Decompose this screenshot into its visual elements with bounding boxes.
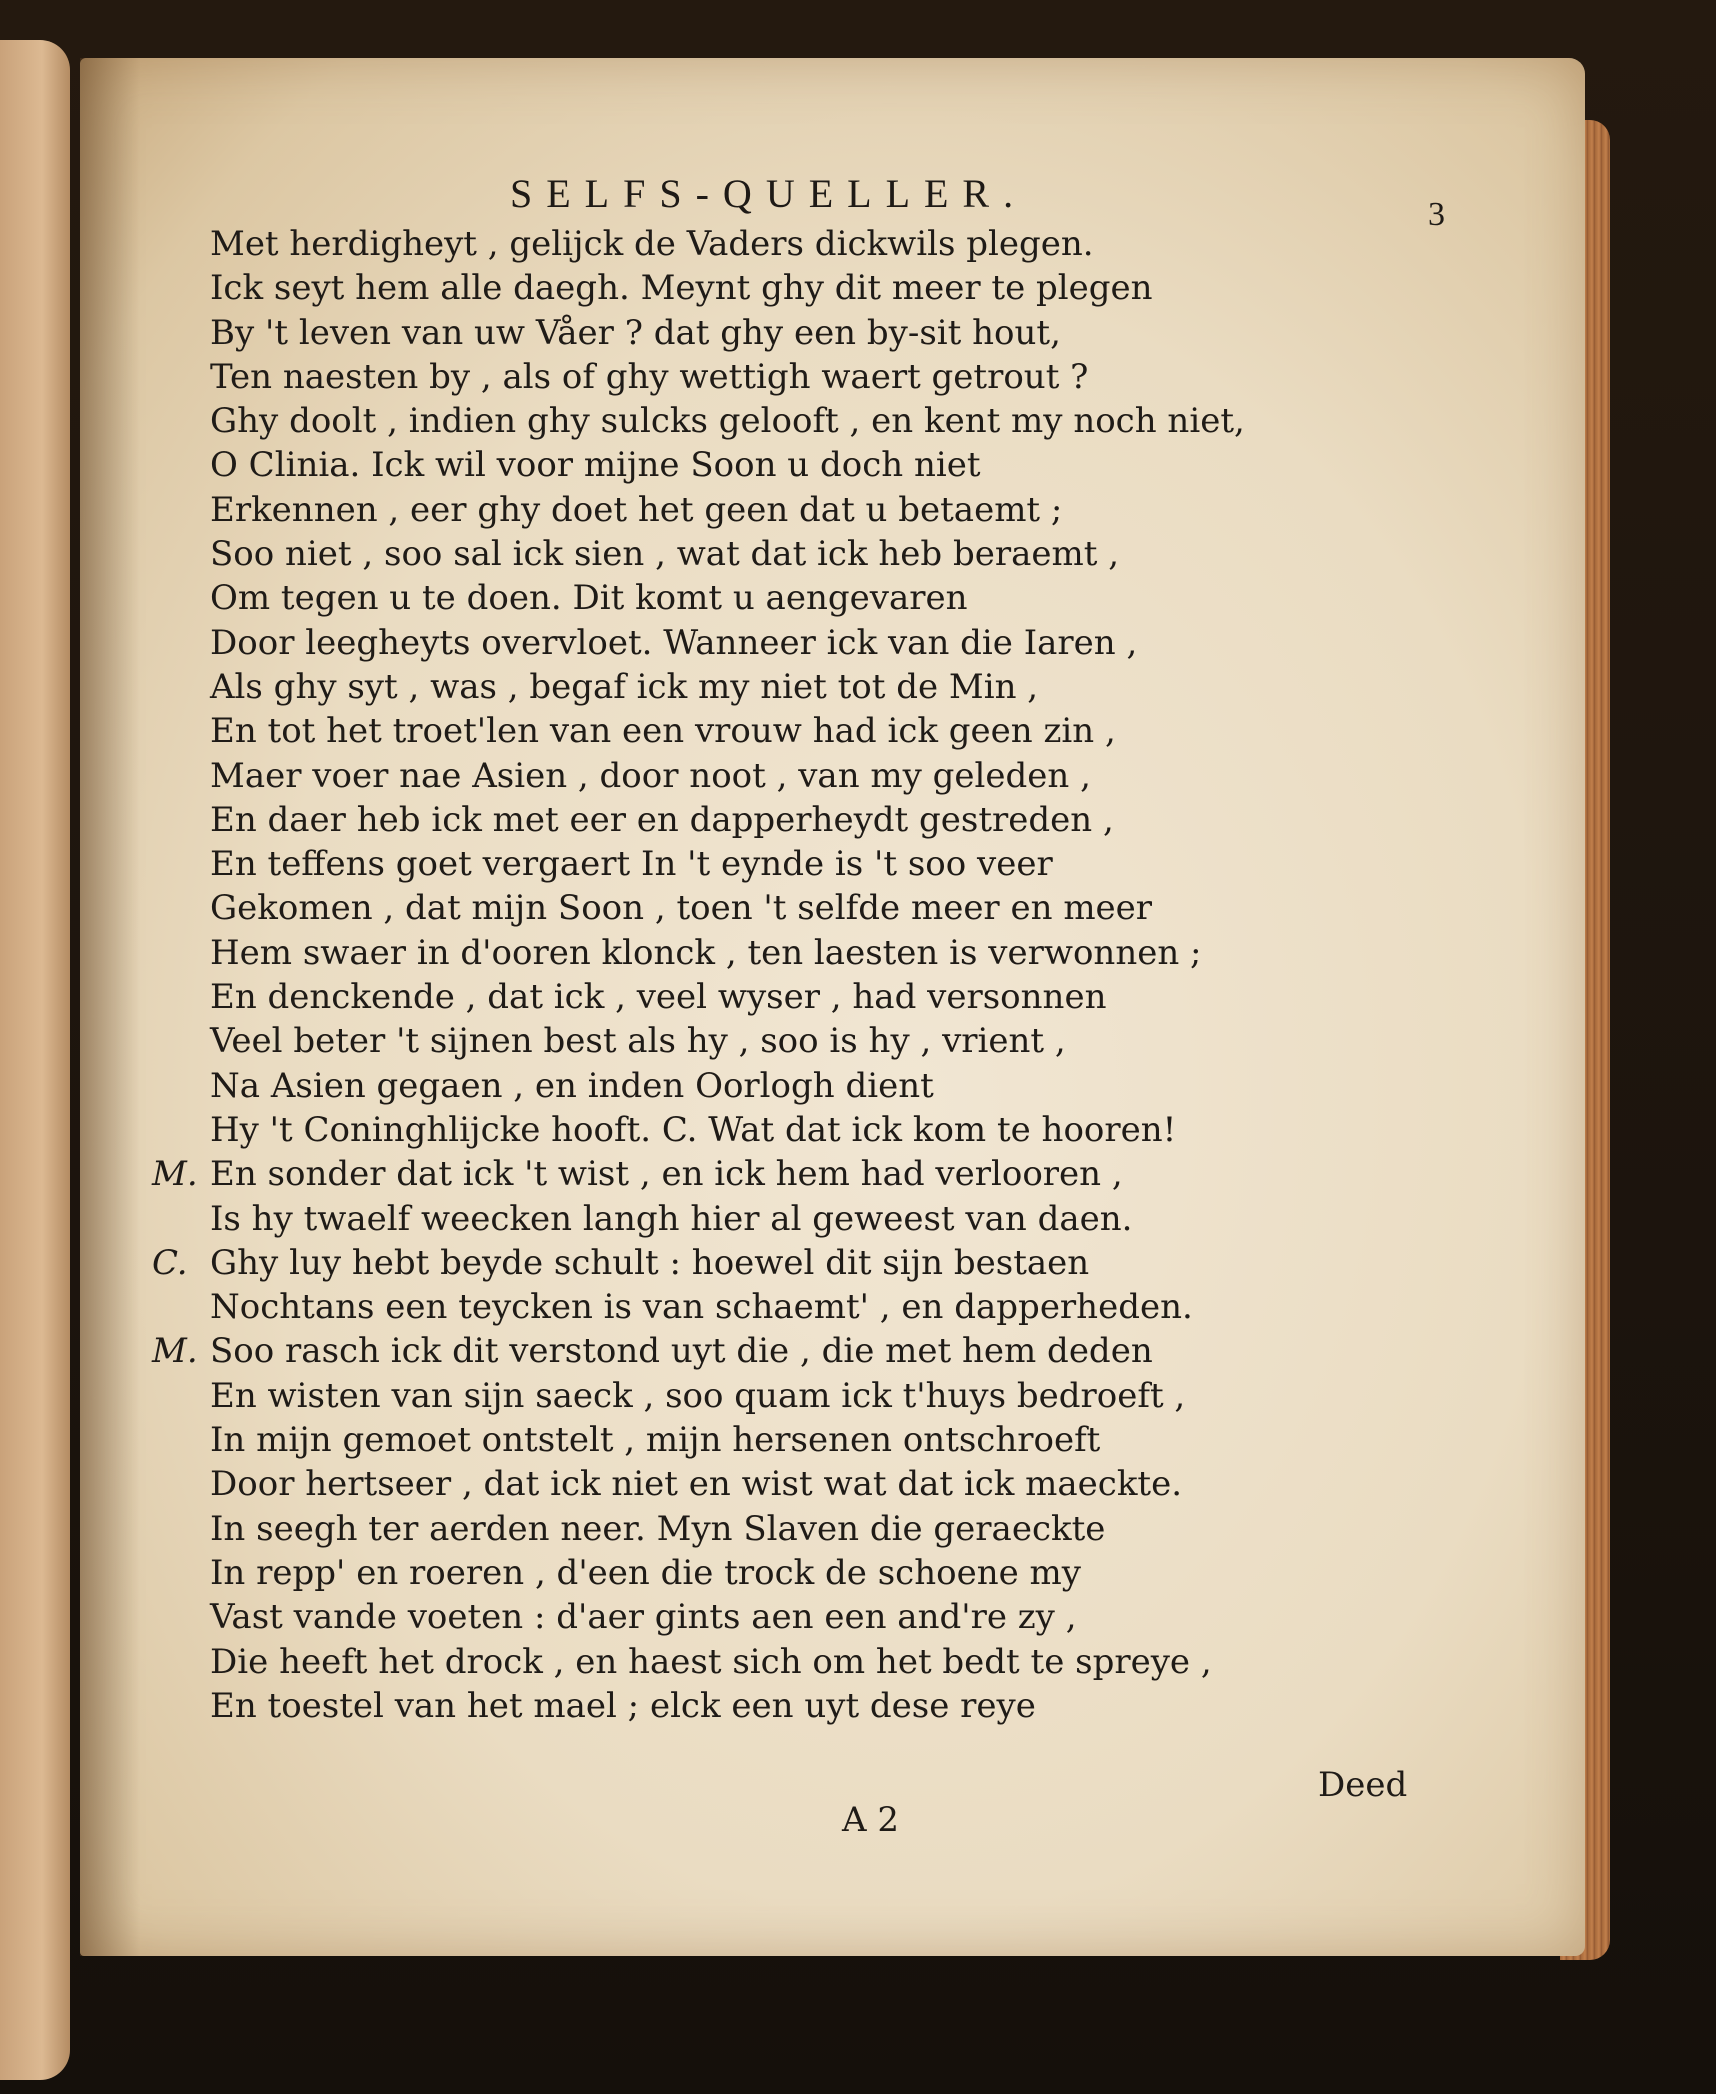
- verse-line-text: Als ghy syt , was , begaf ick my niet tot de Min ,: [210, 666, 1039, 707]
- verse-line-text: Ghy luy hebt beyde schult : hoewel dit sijn bestaen: [210, 1242, 1090, 1283]
- verse-line: [210, 975, 1410, 1019]
- verse-line: [210, 842, 1410, 886]
- speaker-label: M.: [152, 1154, 198, 1195]
- verse-line-text: Hy 't Coninghlijcke hooft. C. Wat dat ick kom te hooren!: [210, 1109, 1177, 1150]
- verse-line: [210, 576, 1410, 620]
- verse-line: [210, 311, 1410, 355]
- verse-line-text: Maer voer nae Asien , door noot , van my geleden ,: [210, 755, 1091, 796]
- verse-line-text: En toestel van het mael ; elck een uyt dese reye: [210, 1685, 1036, 1726]
- verse-line: [210, 754, 1410, 798]
- printer-signature: A 2: [842, 1800, 899, 1840]
- verse-line: [210, 266, 1410, 310]
- verse-line: [210, 488, 1410, 532]
- verse-line: [210, 665, 1410, 709]
- verse-line: [210, 931, 1410, 975]
- verse-line-text: Gekomen , dat mijn Soon , toen 't selfde meer en meer: [210, 888, 1153, 929]
- verse-line-text: Om tegen u te doen. Dit komt u aengevaren: [210, 578, 968, 619]
- verse-line-text: En denckende , dat ick , veel wyser , had versonnen: [210, 977, 1107, 1018]
- gutter-shadow: [80, 58, 140, 1956]
- verse-line: [210, 1064, 1410, 1108]
- running-head: SELFS-QUELLER.: [510, 171, 1028, 216]
- verse-line-text: Veel beter 't sijnen best als hy , soo is hy , vrient ,: [210, 1021, 1066, 1062]
- verse-line-text: In seegh ter aerden neer. Myn Slaven die geraeckte: [210, 1508, 1106, 1549]
- verse-line-text: Met herdigheyt , gelijck de Vaders dickwils plegen.: [210, 224, 1094, 264]
- verse-line: [210, 222, 1410, 266]
- verse-line: [210, 399, 1410, 443]
- verse-line-text: En wisten van sijn saeck , soo quam ick t'huys bedroeft ,: [210, 1375, 1186, 1416]
- speaker-label: C.: [152, 1242, 188, 1283]
- verse-line-text: Door hertseer , dat ick niet en wist wat dat ick maeckte.: [210, 1464, 1183, 1505]
- verse-line-text: Hem swaer in d'ooren klonck , ten laesten is verwonnen ;: [210, 932, 1202, 973]
- verse-line-text: Door leegheyts overvloet. Wanneer ick van die Iaren ,: [210, 622, 1138, 663]
- verse-text-block: [152, 222, 1410, 1728]
- verse-line-text: In repp' en roeren , d'een die trock de schoene my: [210, 1552, 1081, 1593]
- verse-line-text: Na Asien gegaen , en inden Oorlogh dient: [210, 1065, 934, 1106]
- verse-line: [152, 1329, 1410, 1373]
- verse-line: [210, 709, 1410, 753]
- verse-line: [210, 1108, 1410, 1152]
- verse-line-text: Is hy twaelf weecken langh hier al geweest van daen.: [210, 1198, 1133, 1239]
- verse-line: [210, 1640, 1410, 1684]
- catchword: Deed: [1318, 1765, 1408, 1805]
- verse-line: [210, 1684, 1410, 1728]
- verse-line-text: By 't leven van uw Våer ? dat ghy een by-sit hout,: [210, 312, 1061, 353]
- verse-line-text: Erkennen , eer ghy doet het geen dat u betaemt ;: [210, 489, 1063, 530]
- verse-line: [152, 1241, 1410, 1285]
- verse-line: [210, 1418, 1410, 1462]
- verse-line-text: Die heeft het drock , en haest sich om het bedt te spreye ,: [210, 1641, 1212, 1682]
- verse-line: [210, 1019, 1410, 1063]
- verse-line-text: Ick seyt hem alle daegh. Meynt ghy dit meer te plegen: [210, 268, 1153, 309]
- verse-line-text: Ten naesten by , als of ghy wettigh waert getrout ?: [210, 356, 1089, 397]
- verse-line: [210, 1507, 1410, 1551]
- verse-line: [210, 1197, 1410, 1241]
- verse-line-text: En daer heb ick met eer en dapperheydt gestreden ,: [210, 799, 1114, 840]
- verse-line-text: In mijn gemoet ontstelt , mijn hersenen ontschroeft: [210, 1420, 1101, 1461]
- verse-line-text: Vast vande voeten : d'aer gints aen een and're zy ,: [210, 1597, 1077, 1638]
- verse-line-text: En tot het troet'len van een vrouw had ick geen zin ,: [210, 711, 1116, 752]
- verse-line: [210, 886, 1410, 930]
- speaker-label: M.: [152, 1331, 198, 1372]
- verse-line: [152, 1152, 1410, 1196]
- verse-line: [210, 1462, 1410, 1506]
- verse-line-text: Ghy doolt , indien ghy sulcks gelooft , en kent my noch niet,: [210, 401, 1245, 442]
- verse-line-text: Soo niet , soo sal ick sien , wat dat ick heb beraemt ,: [210, 534, 1120, 575]
- verse-line-text: Soo rasch ick dit verstond uyt die , die met hem deden: [210, 1331, 1153, 1372]
- verse-line: [210, 532, 1410, 576]
- verse-line: [210, 1285, 1410, 1329]
- page-number: 3: [1428, 196, 1445, 233]
- verse-line-text: En teffens goet vergaert In 't eynde is 't soo veer: [210, 844, 1053, 885]
- verse-line: [210, 443, 1410, 487]
- verse-line: [210, 1595, 1410, 1639]
- verse-line: [210, 798, 1410, 842]
- verse-line-text: O Clinia. Ick wil voor mijne Soon u doch niet: [210, 445, 981, 486]
- verse-line: [210, 621, 1410, 665]
- verse-line: [210, 355, 1410, 399]
- verse-line: [210, 1551, 1410, 1595]
- verse-line: [210, 1374, 1410, 1418]
- verse-line-text: Nochtans een teycken is van schaemt' , en dapperheden.: [210, 1287, 1193, 1328]
- facing-page-edge: [0, 40, 70, 2080]
- verse-line-text: En sonder dat ick 't wist , en ick hem had verlooren ,: [210, 1154, 1123, 1195]
